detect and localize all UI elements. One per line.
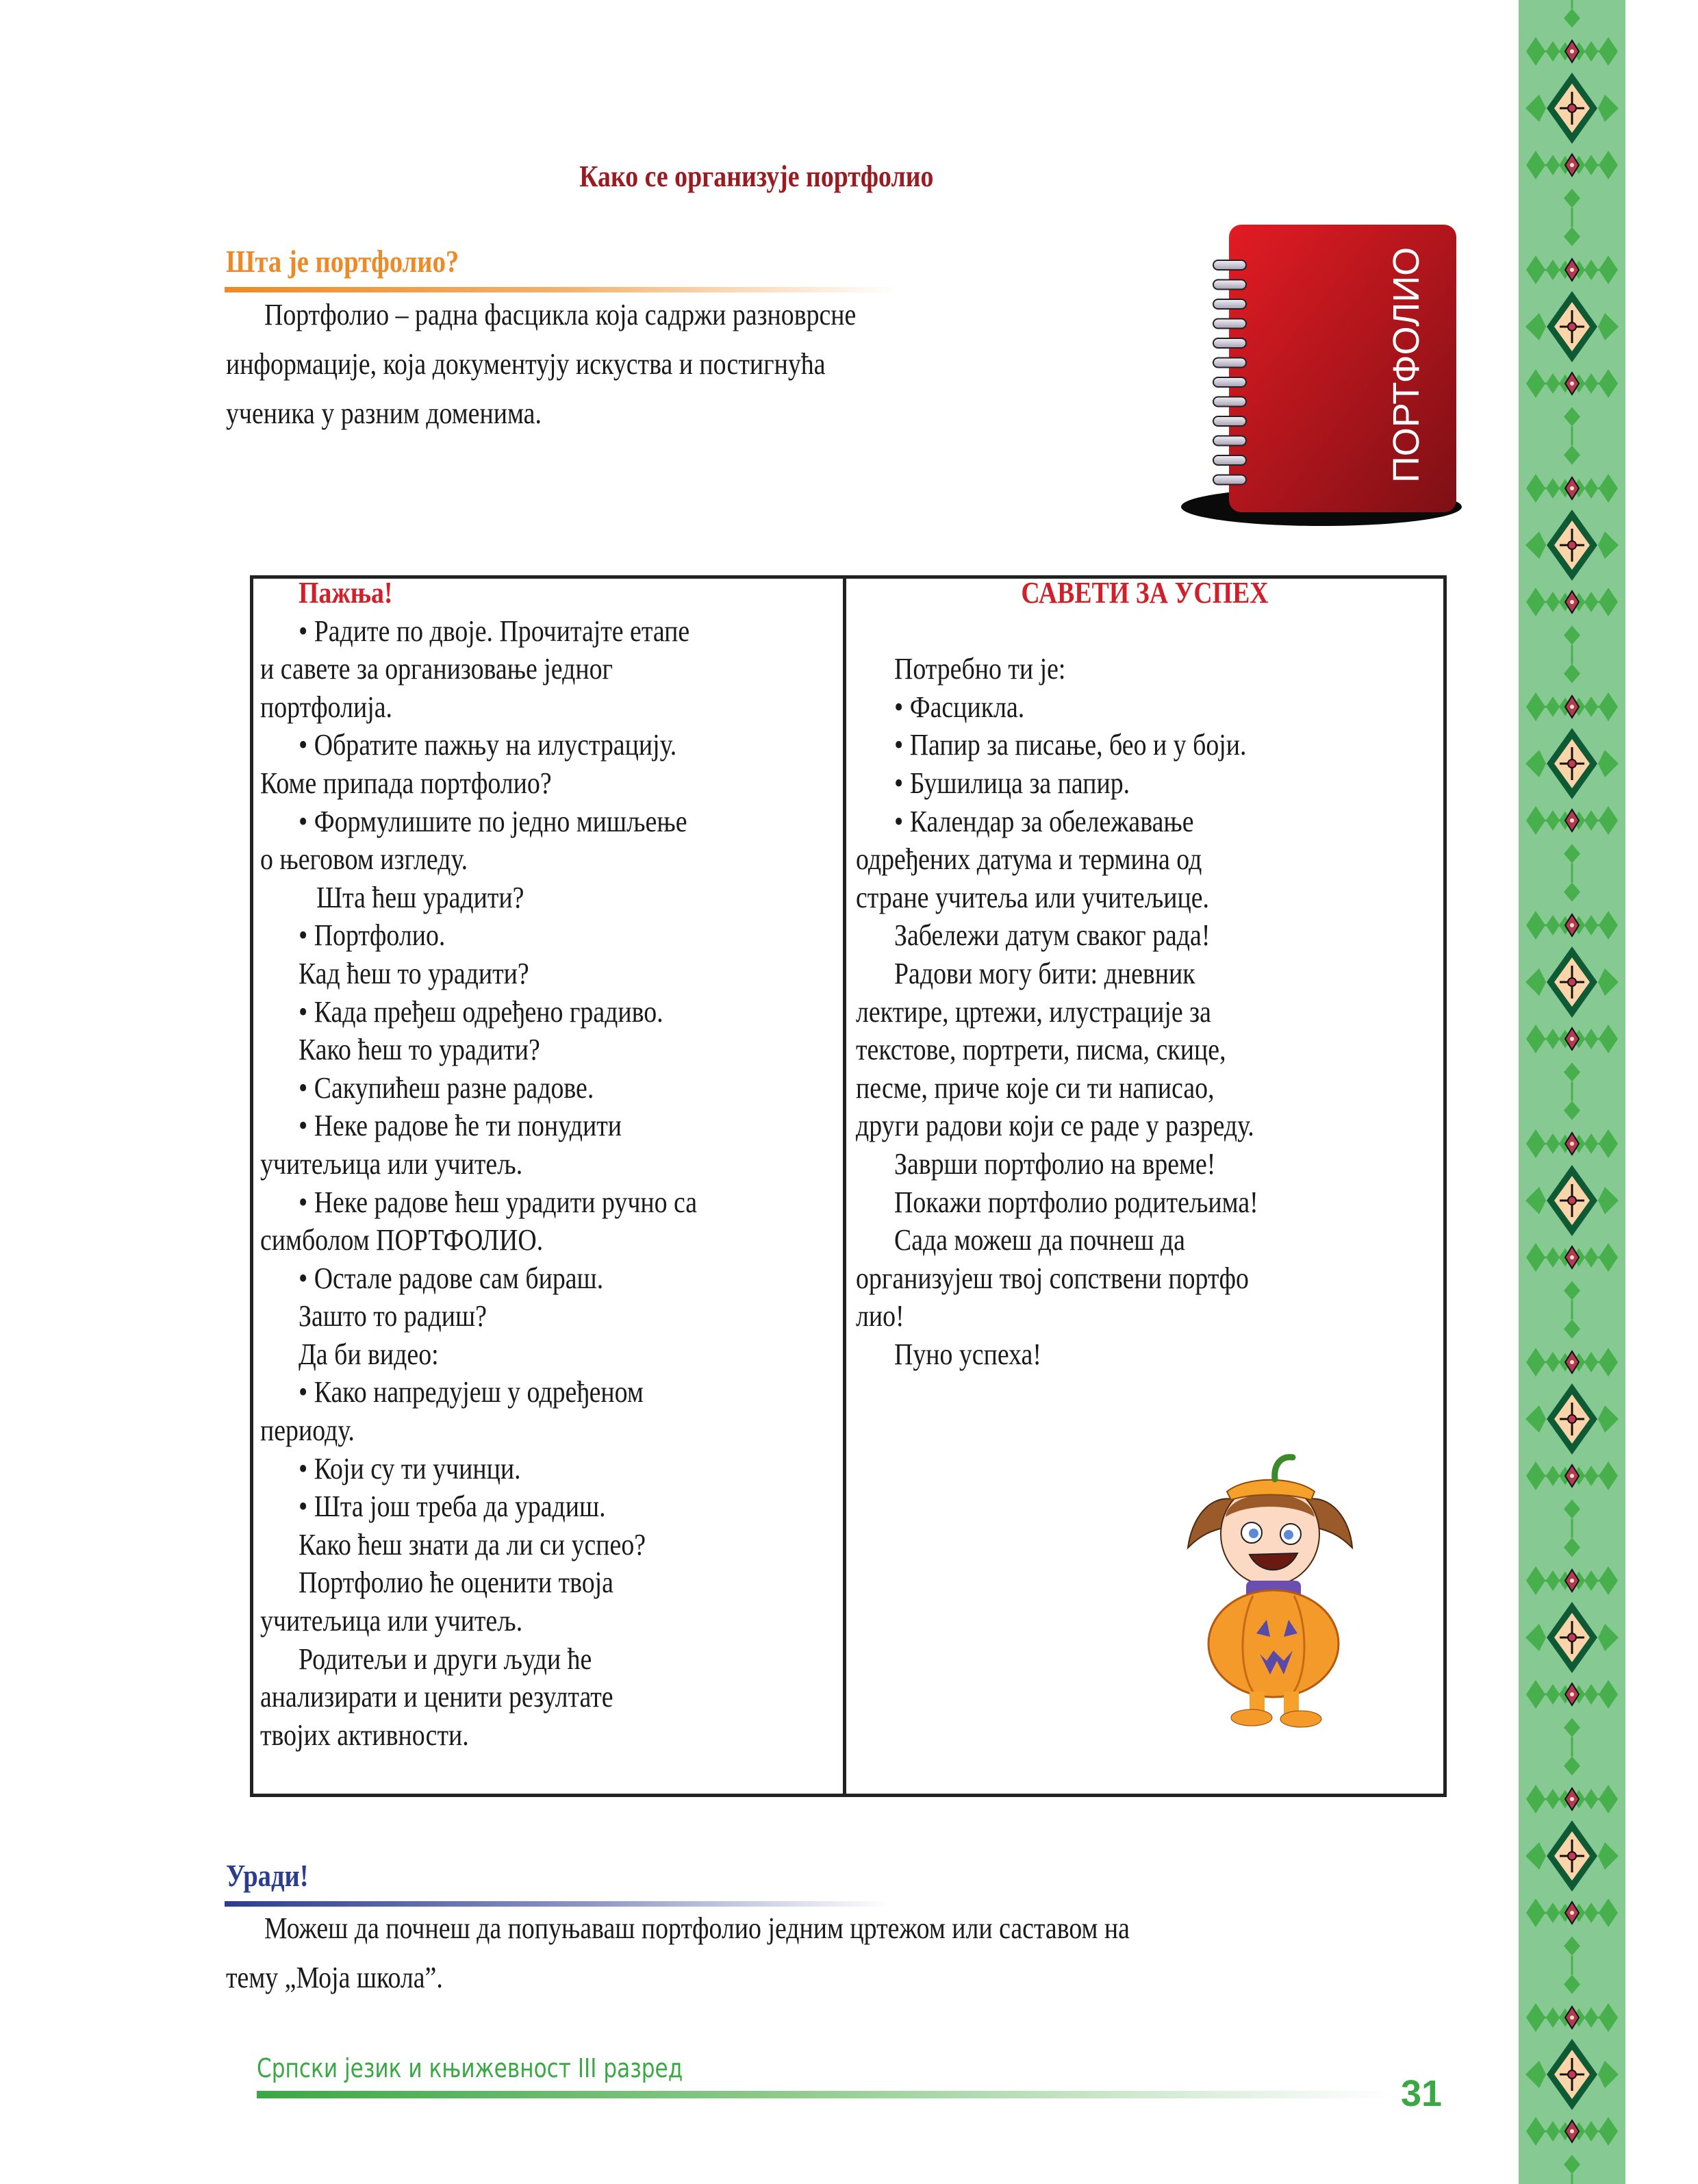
diamond-ornament	[1525, 1820, 1619, 1892]
table-line: Потребно ти је:	[894, 652, 1066, 686]
table-line: Пуно успеха!	[894, 1337, 1041, 1371]
table-line: текстове, портрети, писма, скице,	[856, 1033, 1226, 1067]
table-line: Како ћеш то урадити?	[299, 1033, 540, 1067]
success-tips-heading: САВЕТИ ЗА УСПЕХ	[1021, 576, 1269, 610]
spiral-ring	[1213, 436, 1246, 446]
page-number: 31	[1401, 2073, 1443, 2114]
paragraph-line: ученика у разним доменима.	[226, 397, 542, 430]
table-line: Забележи датум сваког рада!	[894, 918, 1211, 953]
table-line: твојих активности.	[260, 1718, 469, 1752]
table-line: лио!	[856, 1299, 904, 1333]
leaf-row-ornament	[1526, 1129, 1618, 1158]
leaf-row-ornament	[1526, 1566, 1618, 1595]
spiral-ring	[1213, 280, 1246, 290]
table-line: • Неке радове ће ти понудити	[299, 1109, 622, 1143]
table-line: • Радите по двоје. Прочитајте етапе	[299, 614, 690, 648]
table-line: симболом ПОРТФОЛИО.	[260, 1223, 544, 1257]
table-line: стране учитеља или учитељице.	[856, 880, 1209, 914]
spiral-ring	[1213, 299, 1246, 309]
success-tips-column	[856, 574, 1438, 1373]
attention-heading: Пажња!	[299, 576, 393, 610]
vertical-leaf-ornament	[1564, 626, 1580, 683]
leaf-row-ornament	[1526, 151, 1618, 179]
table-line: периоду.	[260, 1414, 355, 1448]
table-line: • Формулишите по једно мишљење	[299, 804, 687, 838]
table-line: • Шта још треба да урадиш.	[299, 1490, 606, 1524]
paragraph-line: Портфолио – радна фасцикла која садржи разноврсне	[264, 298, 857, 331]
table-line: анализирати и ценити резултате	[260, 1680, 613, 1714]
diamond-ornament	[1525, 946, 1619, 1018]
girl-pumpkin-costume-illustration	[1171, 1445, 1369, 1733]
table-line: Шта ћеш урадити?	[316, 880, 524, 914]
diamond-ornament	[1525, 1383, 1619, 1455]
table-line: • Остале радове сам бираш.	[299, 1261, 604, 1295]
leaf-row-ornament	[1526, 2003, 1618, 2032]
table-line: учитељица или учитељ.	[260, 1604, 523, 1638]
leaf-row-ornament	[1526, 1243, 1618, 1272]
leaf-row-ornament	[1526, 1348, 1618, 1377]
table-line: и савете за организовање једног	[260, 652, 613, 686]
table-line: песме, приче које си ти написао,	[856, 1070, 1215, 1105]
section-heading-do-it: Уради!	[226, 1858, 309, 1893]
diamond-ornament	[1525, 291, 1619, 362]
table-line: други радови који се раде у разреду.	[856, 1109, 1254, 1143]
table-line: Родитељи и други људи ће	[299, 1642, 592, 1676]
table-line: Зашто то радиш?	[299, 1299, 487, 1333]
table-line: Сада можеш да почнеш да	[894, 1223, 1185, 1257]
leaf-row-ornament	[1526, 806, 1618, 835]
table-line: • Сакупићеш разне радове.	[299, 1070, 594, 1105]
portfolio-notebook-illustration	[1164, 205, 1472, 548]
table-line: одређених датума и термина од	[856, 842, 1202, 877]
leaf-row-ornament	[1526, 588, 1618, 616]
vertical-leaf-ornament	[1564, 0, 1580, 28]
hat-stem	[1275, 1457, 1293, 1479]
diamond-ornament	[1525, 510, 1619, 581]
spiral-ring	[1213, 377, 1246, 387]
leaf-row-ornament	[1526, 474, 1618, 503]
spiral-ring	[1213, 319, 1246, 329]
table-line: Да би видео:	[299, 1337, 439, 1371]
shoe-left	[1231, 1709, 1272, 1726]
vertical-leaf-ornament	[1564, 844, 1580, 902]
spiral-ring	[1213, 260, 1246, 270]
leaf-row-ornament	[1526, 1898, 1618, 1927]
table-line: портфолија.	[260, 690, 392, 724]
paragraph-line: информације, која документују искуства и постигнућа	[226, 347, 826, 381]
table-line: • Како напредујеш у одређеном	[299, 1375, 644, 1409]
vertical-leaf-ornament	[1564, 1281, 1580, 1339]
leaf-row-ornament	[1526, 369, 1618, 398]
paragraph-line: тему „Моја школа”.	[226, 1961, 443, 1994]
table-line: • Који су ти учинци.	[299, 1451, 521, 1485]
table-line: • Календар за обележавање	[894, 804, 1194, 838]
diamond-ornament	[1525, 728, 1619, 799]
table-line: Портфолио ће оценити твоја	[299, 1566, 613, 1600]
table-line: о његовом изгледу.	[260, 842, 468, 877]
attention-column	[260, 574, 835, 1754]
pumpkin-body	[1208, 1590, 1339, 1697]
footer-green-bar	[257, 2091, 1393, 2098]
vertical-leaf-ornament	[1564, 407, 1580, 465]
table-line: • Портфолио.	[299, 918, 446, 953]
table-column-divider	[843, 575, 846, 1797]
leaf-row-ornament	[1526, 692, 1618, 721]
vertical-leaf-ornament	[1564, 1718, 1580, 1776]
vertical-leaf-ornament	[1564, 1063, 1580, 1120]
diamond-ornament	[1525, 1165, 1619, 1236]
paragraph-line: Можеш да почнеш да попуњаваш портфолио једним цртежом или саставом на	[264, 1911, 1130, 1945]
table-line: Коме припада портфолио?	[260, 766, 552, 800]
vertical-leaf-ornament	[1564, 2155, 1580, 2184]
diamond-ornament	[1525, 2039, 1619, 2110]
page-title: Како се организује портфолио	[579, 160, 934, 193]
notebook-label: ПОРТФОЛИО	[1386, 247, 1427, 483]
table-line: учитељица или учитељ.	[260, 1146, 523, 1181]
attention-lines	[260, 612, 835, 1755]
footer-book-title: Српски језик и књижевност III разред	[257, 2053, 683, 2083]
leaf-row-ornament	[1526, 1461, 1618, 1490]
diamond-ornament	[1525, 73, 1619, 144]
table-line: организујеш твој сопствени портфо	[856, 1261, 1249, 1295]
decorative-ornament-strip	[1519, 0, 1625, 2184]
table-line: Како ћеш знати да ли си успео?	[299, 1527, 646, 1561]
table-line: • Папир за писање, бео и у боји.	[894, 728, 1247, 762]
spiral-ring	[1213, 397, 1246, 407]
leaf-row-ornament	[1526, 37, 1618, 66]
table-line: лектире, цртежи, илустрације за	[856, 994, 1211, 1029]
table-line: Заврши портфолио на време!	[894, 1146, 1216, 1181]
table-line: Покажи портфолио родитељима!	[894, 1185, 1258, 1219]
table-line: • Када пређеш одређено градиво.	[299, 994, 663, 1029]
leaf-row-ornament	[1526, 1025, 1618, 1053]
table-line: • Фасцикла.	[894, 690, 1025, 724]
table-line: Радови могу бити: дневник	[894, 956, 1195, 990]
spiral-ring	[1213, 475, 1246, 485]
table-line: • Неке радове ћеш урадити ручно са	[299, 1185, 698, 1219]
diamond-ornament	[1525, 1602, 1619, 1673]
table-line: • Бушилица за папир.	[894, 766, 1130, 800]
vertical-leaf-ornament	[1564, 1937, 1580, 1994]
shoe-right	[1280, 1711, 1321, 1727]
spiral-ring	[1213, 416, 1246, 426]
task-paragraph	[226, 1904, 1271, 2003]
leaf-row-ornament	[1526, 255, 1618, 284]
table-line: • Обратите пажњу на илустрацију.	[299, 728, 677, 762]
table-line	[856, 612, 1438, 651]
section-heading-what-is-portfolio: Шта је портфолио?	[226, 244, 459, 279]
spiral-ring	[1213, 358, 1246, 368]
table-line: Кад ћеш то урадити?	[299, 956, 529, 990]
leaf-row-ornament	[1526, 1680, 1618, 1709]
vertical-leaf-ornament	[1564, 189, 1580, 247]
leaf-row-ornament	[1526, 1785, 1618, 1813]
intro-paragraph	[226, 290, 952, 438]
spiral-ring	[1213, 455, 1246, 465]
leaf-row-ornament	[1526, 911, 1618, 940]
success-tips-lines	[856, 612, 1438, 1374]
leaf-row-ornament	[1526, 2117, 1618, 2146]
vertical-leaf-ornament	[1564, 1500, 1580, 1557]
spiral-ring	[1213, 338, 1246, 348]
